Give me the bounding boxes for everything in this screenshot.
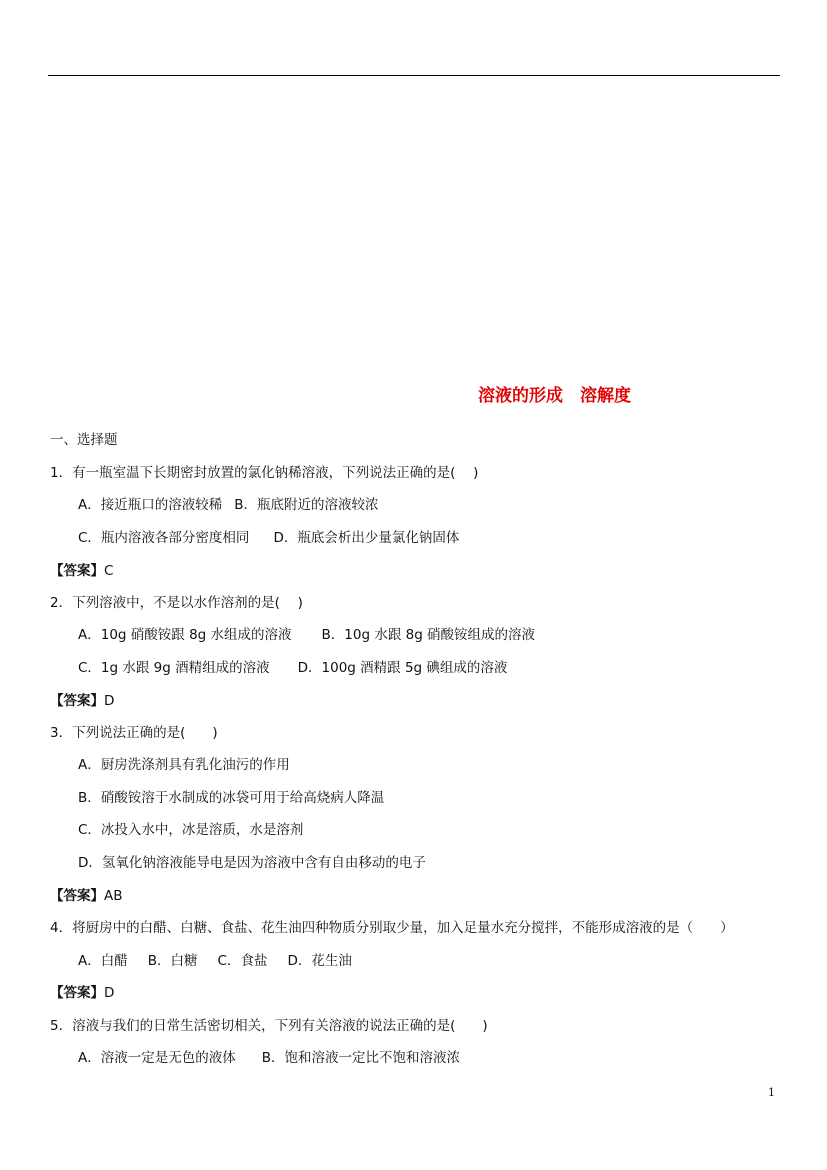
option-a: A．接近瓶口的溶液较稀	[78, 497, 223, 513]
question-2-options-row-1	[78, 626, 535, 644]
page-number: 1	[768, 1086, 775, 1099]
option-b: B．瓶底附近的溶液较浓	[234, 497, 379, 513]
question-3-option-c: C．冰投入水中，冰是溶质，水是溶剂	[78, 822, 304, 838]
question-1-answer	[50, 562, 113, 580]
option-a: A．溶液一定是无色的液体	[78, 1050, 236, 1066]
option-a: A．白醋	[78, 953, 128, 969]
option-c: C．1g 水跟 9g 酒精组成的溶液	[78, 660, 270, 676]
option-c: C．食盐	[217, 953, 268, 969]
question-4-stem: 4．将厨房中的白醋、白糖、食盐、花生油四种物质分别取少量，加入足量水充分搅拌，不能形成溶液的是（ ）	[50, 920, 734, 936]
header-rule	[48, 75, 780, 76]
question-1-options-row-1	[78, 496, 379, 514]
question-3-option-a: A．厨房洗涤剂具有乳化油污的作用	[78, 757, 290, 773]
option-d: D．花生油	[287, 953, 352, 969]
option-c: C．瓶内溶液各部分密度相同	[78, 530, 250, 546]
option-b: B．10g 水跟 8g 硝酸铵组成的溶液	[321, 627, 536, 643]
section-heading: 一、选择题	[50, 432, 118, 448]
question-1-options-row-2	[78, 529, 459, 547]
option-d: D．瓶底会析出少量氯化钠固体	[273, 530, 460, 546]
option-b: B．饱和溶液一定比不饱和溶液浓	[261, 1050, 461, 1066]
question-1-stem: 1．有一瓶室温下长期密封放置的氯化钠稀溶液，下列说法正确的是( )	[50, 465, 479, 481]
question-2-answer	[50, 692, 114, 710]
document-title: 溶液的形成 溶解度	[478, 386, 631, 406]
option-d: D．100g 酒精跟 5g 碘组成的溶液	[297, 660, 508, 676]
question-3-answer	[50, 887, 123, 905]
question-3-option-b: B．硝酸铵溶于水制成的冰袋可用于给高烧病人降温	[78, 790, 385, 806]
question-2-options-row-2	[78, 659, 507, 677]
option-a: A．10g 硝酸铵跟 8g 水组成的溶液	[78, 627, 292, 643]
answer-value: C	[104, 563, 114, 579]
answer-value: AB	[104, 888, 123, 904]
question-3-stem: 3．下列说法正确的是( )	[50, 725, 218, 741]
option-b: B．白糖	[147, 953, 198, 969]
answer-tag: 【答案】	[50, 888, 104, 904]
question-4-options-row-1	[78, 952, 352, 970]
answer-value: D	[104, 693, 115, 709]
answer-value: D	[104, 985, 115, 1001]
question-5-options-row-1	[78, 1049, 460, 1067]
answer-tag: 【答案】	[50, 693, 104, 709]
answer-tag: 【答案】	[50, 563, 104, 579]
question-5-stem: 5．溶液与我们的日常生活密切相关，下列有关溶液的说法正确的是( )	[50, 1018, 488, 1034]
question-3-option-d: D．氢氧化钠溶液能导电是因为溶液中含有自由移动的电子	[78, 855, 426, 871]
answer-tag: 【答案】	[50, 985, 104, 1001]
question-2-stem: 2．下列溶液中，不是以水作溶剂的是( )	[50, 595, 303, 611]
question-4-answer	[50, 984, 114, 1002]
